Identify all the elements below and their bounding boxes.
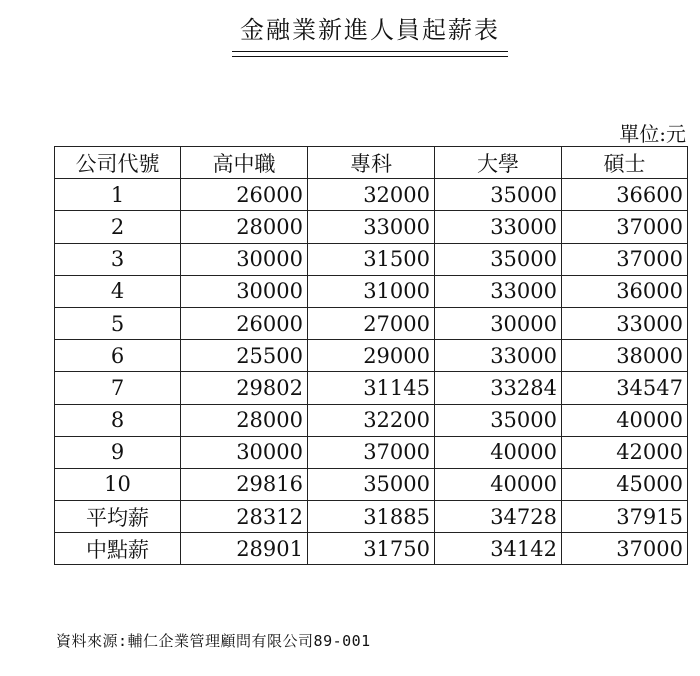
salary-cell: 42000 — [562, 436, 688, 468]
table-row — [55, 468, 688, 500]
salary-cell: 28312 — [181, 501, 308, 533]
salary-cell: 34728 — [435, 501, 562, 533]
salary-cell: 26000 — [181, 179, 308, 211]
salary-cell: 28000 — [181, 404, 308, 436]
salary-cell: 29816 — [181, 468, 308, 500]
company-code-cell: 中點薪 — [55, 533, 181, 565]
salary-table — [54, 146, 688, 565]
salary-cell: 34547 — [562, 372, 688, 404]
unit-label: 單位:元 — [619, 122, 686, 146]
salary-cell: 31885 — [308, 501, 435, 533]
header-university: 大學 — [435, 147, 562, 179]
salary-cell: 33000 — [435, 340, 562, 372]
salary-cell: 30000 — [181, 243, 308, 275]
title-underline-double — [232, 56, 508, 57]
salary-cell: 35000 — [435, 404, 562, 436]
salary-cell: 32200 — [308, 404, 435, 436]
table-row — [55, 436, 688, 468]
table-row — [55, 179, 688, 211]
table-row — [55, 340, 688, 372]
salary-cell: 35000 — [435, 243, 562, 275]
header-masters: 碩士 — [562, 147, 688, 179]
company-code-cell: 5 — [55, 307, 181, 339]
company-code-cell: 平均薪 — [55, 501, 181, 533]
salary-cell: 35000 — [308, 468, 435, 500]
salary-cell: 28901 — [181, 533, 308, 565]
table-row — [55, 372, 688, 404]
salary-cell: 31000 — [308, 275, 435, 307]
salary-cell: 37000 — [562, 533, 688, 565]
salary-cell: 32000 — [308, 179, 435, 211]
table-row — [55, 307, 688, 339]
company-code-cell: 1 — [55, 179, 181, 211]
source-note: 資料來源:輔仁企業管理顧問有限公司89-001 — [56, 632, 371, 650]
header-company-code: 公司代號 — [55, 147, 181, 179]
salary-cell: 33000 — [308, 211, 435, 243]
salary-cell: 36000 — [562, 275, 688, 307]
salary-cell: 29802 — [181, 372, 308, 404]
company-code-cell: 9 — [55, 436, 181, 468]
company-code-cell: 4 — [55, 275, 181, 307]
salary-cell: 36600 — [562, 179, 688, 211]
salary-cell: 31750 — [308, 533, 435, 565]
salary-cell: 25500 — [181, 340, 308, 372]
page-title: 金融業新進人員起薪表 — [240, 16, 500, 44]
salary-cell: 28000 — [181, 211, 308, 243]
salary-cell: 33000 — [435, 211, 562, 243]
salary-cell: 37000 — [562, 243, 688, 275]
salary-cell: 31500 — [308, 243, 435, 275]
header-junior-college: 專科 — [308, 147, 435, 179]
title-underline — [232, 51, 508, 52]
salary-cell: 38000 — [562, 340, 688, 372]
salary-cell: 40000 — [562, 404, 688, 436]
salary-cell: 27000 — [308, 307, 435, 339]
company-code-cell: 10 — [55, 468, 181, 500]
salary-cell: 34142 — [435, 533, 562, 565]
salary-cell: 40000 — [435, 436, 562, 468]
company-code-cell: 6 — [55, 340, 181, 372]
salary-cell: 40000 — [435, 468, 562, 500]
header-high-school: 高中職 — [181, 147, 308, 179]
table-row — [55, 533, 688, 565]
salary-cell: 37915 — [562, 501, 688, 533]
company-code-cell: 7 — [55, 372, 181, 404]
salary-cell: 37000 — [562, 211, 688, 243]
table-row — [55, 211, 688, 243]
table-row — [55, 404, 688, 436]
salary-cell: 31145 — [308, 372, 435, 404]
company-code-cell: 2 — [55, 211, 181, 243]
salary-cell: 30000 — [435, 307, 562, 339]
salary-cell: 26000 — [181, 307, 308, 339]
table-row — [55, 501, 688, 533]
company-code-cell: 8 — [55, 404, 181, 436]
table-row — [55, 243, 688, 275]
salary-cell: 29000 — [308, 340, 435, 372]
salary-cell: 30000 — [181, 436, 308, 468]
salary-cell: 33000 — [435, 275, 562, 307]
salary-cell: 45000 — [562, 468, 688, 500]
salary-cell: 33000 — [562, 307, 688, 339]
header-row — [55, 147, 688, 179]
salary-cell: 33284 — [435, 372, 562, 404]
table-row — [55, 275, 688, 307]
company-code-cell: 3 — [55, 243, 181, 275]
salary-cell: 37000 — [308, 436, 435, 468]
salary-cell: 35000 — [435, 179, 562, 211]
salary-cell: 30000 — [181, 275, 308, 307]
